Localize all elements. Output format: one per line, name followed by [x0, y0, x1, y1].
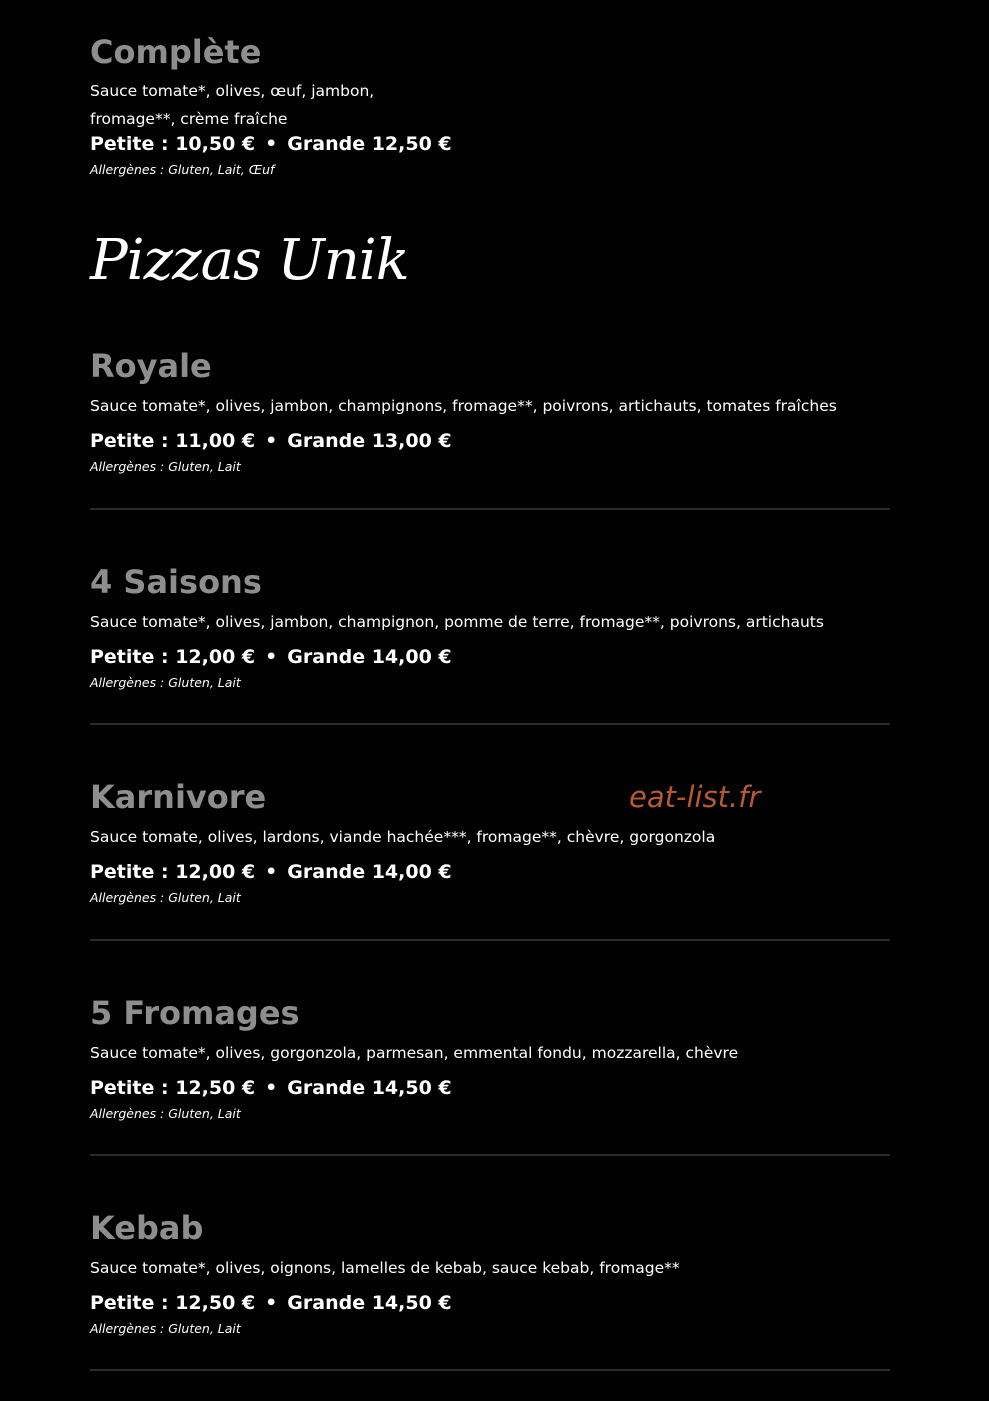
- divider: [90, 939, 890, 941]
- menu-item-complete: [90, 33, 890, 177]
- item-description: Sauce tomate*, olives, jambon, champignon, pomme de terre, fromage**, poivrons, artichauts: [90, 613, 824, 631]
- item-name: Royale: [90, 347, 212, 385]
- item-allergens: Allergènes : Gluten, Lait, Œuf: [90, 162, 275, 177]
- divider: [90, 508, 890, 510]
- menu-item: [90, 347, 890, 474]
- price-large: Grande 14,00 €: [287, 646, 452, 668]
- watermark-text: eat-list.fr: [629, 780, 761, 814]
- price-separator: •: [265, 646, 278, 668]
- item-price: [90, 861, 890, 883]
- item-name: Karnivore: [90, 778, 267, 816]
- price-large: Grande 14,00 €: [287, 861, 452, 883]
- price-small: Petite : 12,00 €: [90, 646, 256, 668]
- item-description: Sauce tomate*, olives, gorgonzola, parmesan, emmental fondu, mozzarella, chèvre: [90, 1044, 739, 1062]
- item-allergens: Allergènes : Gluten, Lait: [90, 675, 241, 690]
- section-title: Pizzas Unik: [90, 228, 409, 293]
- menu-item: [90, 994, 890, 1121]
- item-price: [90, 1292, 890, 1314]
- price-separator: •: [265, 430, 278, 452]
- price-small: Petite : 12,00 €: [90, 861, 256, 883]
- price-small: Petite : 11,00 €: [90, 430, 256, 452]
- price-small: Petite : 12,50 €: [90, 1292, 256, 1314]
- item-name: 5 Fromages: [90, 994, 300, 1032]
- price-large: Grande 14,50 €: [287, 1077, 452, 1099]
- item-price: [90, 1077, 890, 1099]
- divider: [90, 1369, 890, 1371]
- menu-item: [90, 563, 890, 690]
- divider: [90, 723, 890, 725]
- price-small: Petite : 10,50 €: [90, 133, 256, 155]
- price-separator: •: [265, 1077, 278, 1099]
- item-allergens: Allergènes : Gluten, Lait: [90, 890, 241, 905]
- price-separator: •: [265, 861, 278, 883]
- price-large: Grande 12,50 €: [287, 133, 452, 155]
- item-description-line: fromage**, crème fraîche: [90, 110, 288, 128]
- item-price: [90, 430, 890, 452]
- menu-item: [90, 1209, 890, 1336]
- item-name: Complète: [90, 33, 262, 71]
- item-price: [90, 133, 890, 155]
- menu-item: [90, 778, 890, 905]
- item-description: Sauce tomate*, olives, oignons, lamelles de kebab, sauce kebab, fromage**: [90, 1259, 680, 1277]
- item-price: [90, 646, 890, 668]
- item-description-line: Sauce tomate*, olives, œuf, jambon,: [90, 82, 375, 100]
- price-separator: •: [265, 1292, 278, 1314]
- divider: [90, 1154, 890, 1156]
- item-description: [90, 77, 890, 133]
- item-name: Kebab: [90, 1209, 204, 1247]
- price-small: Petite : 12,50 €: [90, 1077, 256, 1099]
- item-allergens: Allergènes : Gluten, Lait: [90, 459, 241, 474]
- price-large: Grande 13,00 €: [287, 430, 452, 452]
- item-allergens: Allergènes : Gluten, Lait: [90, 1321, 241, 1336]
- item-description: Sauce tomate*, olives, jambon, champignons, fromage**, poivrons, artichauts, tomates fraîches: [90, 397, 837, 415]
- price-separator: •: [265, 133, 278, 155]
- price-large: Grande 14,50 €: [287, 1292, 452, 1314]
- item-description: Sauce tomate, olives, lardons, viande hachée***, fromage**, chèvre, gorgonzola: [90, 828, 716, 846]
- item-allergens: Allergènes : Gluten, Lait: [90, 1106, 241, 1121]
- item-name: 4 Saisons: [90, 563, 262, 601]
